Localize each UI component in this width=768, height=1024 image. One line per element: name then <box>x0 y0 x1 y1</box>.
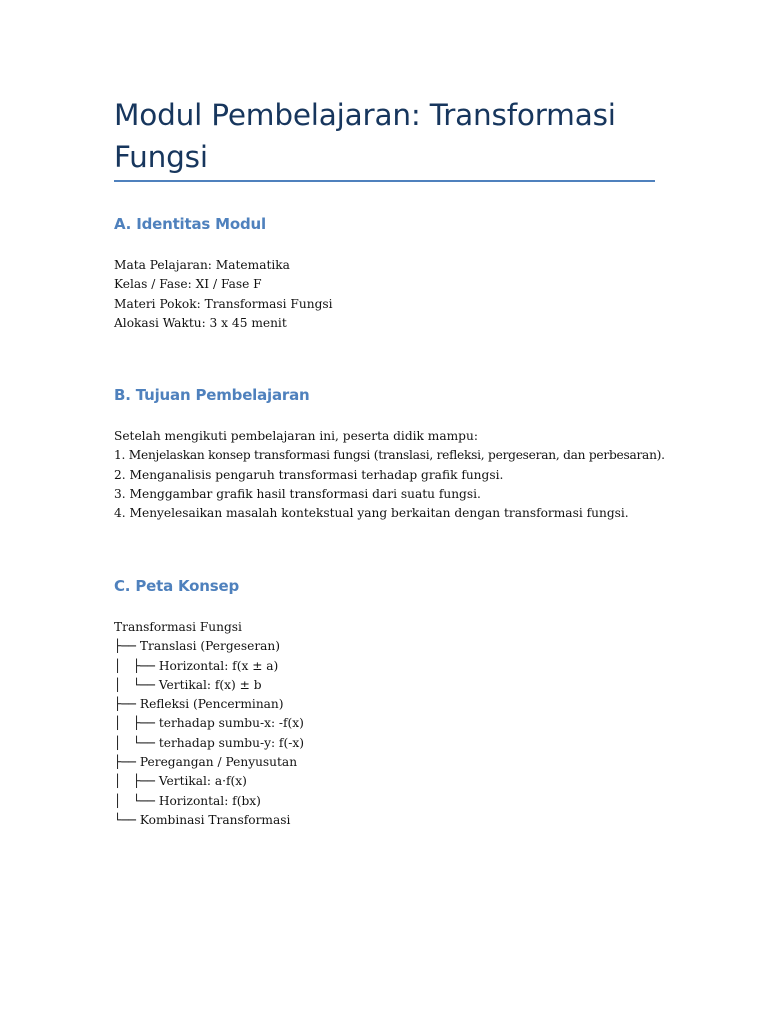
title-underline <box>114 180 655 182</box>
tree-node: ├── Translasi (Pergeseran) <box>114 639 281 654</box>
section-a-heading: A. Identitas Modul <box>114 215 266 233</box>
document-title <box>114 94 656 178</box>
section-b-body <box>114 427 674 523</box>
section-a-body <box>114 256 674 333</box>
identity-line: Kelas / Fase: XI / Fase F <box>114 277 262 292</box>
tree-leaf: │ └── terhadap sumbu-y: f(-x) <box>114 735 304 750</box>
concept-map-tree <box>114 618 674 830</box>
objective-item: 1. Menjelaskan konsep transformasi fungsi (translasi, refleksi, pergeseran, dan perbesaran). <box>114 448 665 463</box>
tree-node: └── Kombinasi Transformasi <box>114 812 291 827</box>
title-line-2: Fungsi <box>114 140 208 174</box>
objective-intro: Setelah mengikuti pembelajaran ini, peserta didik mampu: <box>114 429 478 443</box>
identity-line: Alokasi Waktu: 3 x 45 menit <box>114 315 287 330</box>
tree-leaf: │ └── Horizontal: f(bx) <box>114 793 261 808</box>
tree-leaf: │ ├── Vertikal: a·f(x) <box>114 774 247 789</box>
identity-line: Mata Pelajaran: Matematika <box>114 258 290 272</box>
tree-node: ├── Refleksi (Pencerminan) <box>114 697 284 712</box>
tree-leaf: │ ├── terhadap sumbu-x: -f(x) <box>114 716 304 731</box>
title-line-1: Modul Pembelajaran: Transformasi <box>114 98 616 132</box>
objective-item: 2. Menganalisis pengaruh transformasi terhadap grafik fungsi. <box>114 467 504 482</box>
section-b-heading: B. Tujuan Pembelajaran <box>114 386 310 404</box>
section-c-heading: C. Peta Konsep <box>114 577 239 595</box>
tree-leaf: │ ├── Horizontal: f(x ± a) <box>114 658 279 673</box>
objective-item: 4. Menyelesaikan masalah kontekstual yang berkaitan dengan transformasi fungsi. <box>114 506 629 521</box>
tree-node: ├── Peregangan / Penyusutan <box>114 755 298 770</box>
objective-item: 3. Menggambar grafik hasil transformasi dari suatu fungsi. <box>114 486 481 501</box>
tree-leaf: │ └── Vertikal: f(x) ± b <box>114 677 262 692</box>
identity-line: Materi Pokok: Transformasi Fungsi <box>114 296 333 311</box>
tree-root: Transformasi Fungsi <box>114 620 242 634</box>
